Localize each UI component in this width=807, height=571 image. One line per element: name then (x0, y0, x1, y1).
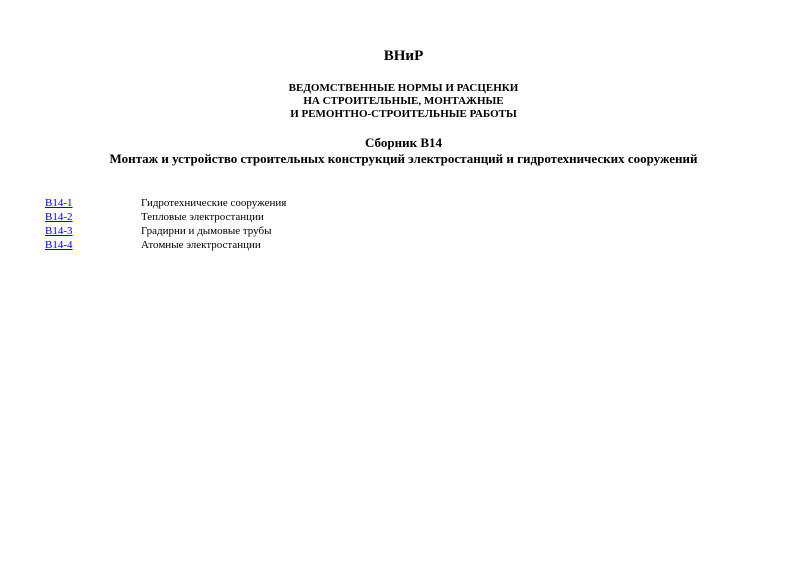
toc-label: Гидротехнические сооружения (141, 197, 287, 209)
organization-heading-line-2: НА СТРОИТЕЛЬНЫЕ, МОНТАЖНЫЕ (303, 95, 504, 107)
toc-label: Градирни и дымовые трубы (141, 225, 272, 237)
document-title: ВНиР (383, 48, 424, 64)
toc-item (45, 238, 286, 252)
toc-item (45, 196, 286, 210)
table-of-contents (45, 196, 286, 252)
toc-label: Тепловые электростанции (141, 211, 264, 223)
organization-heading-line-3: И РЕМОНТНО-СТРОИТЕЛЬНЫЕ РАБОТЫ (290, 108, 517, 120)
toc-link-v14-3[interactable]: В14-3 (45, 225, 73, 237)
toc-label: Атомные электростанции (141, 239, 261, 251)
toc-link-v14-4[interactable]: В14-4 (45, 239, 73, 251)
collection-subtitle: Монтаж и устройство строительных конструкций электростанций и гидротехнических сооружений (109, 151, 698, 166)
organization-heading (0, 82, 807, 121)
toc-link-v14-1[interactable]: В14-1 (45, 197, 73, 209)
collection-title: Сборник В14 (365, 135, 442, 150)
toc-link-v14-2[interactable]: В14-2 (45, 211, 73, 223)
toc-item (45, 224, 286, 238)
organization-heading-line-1: ВЕДОМСТВЕННЫЕ НОРМЫ И РАСЦЕНКИ (288, 82, 519, 94)
toc-item (45, 210, 286, 224)
